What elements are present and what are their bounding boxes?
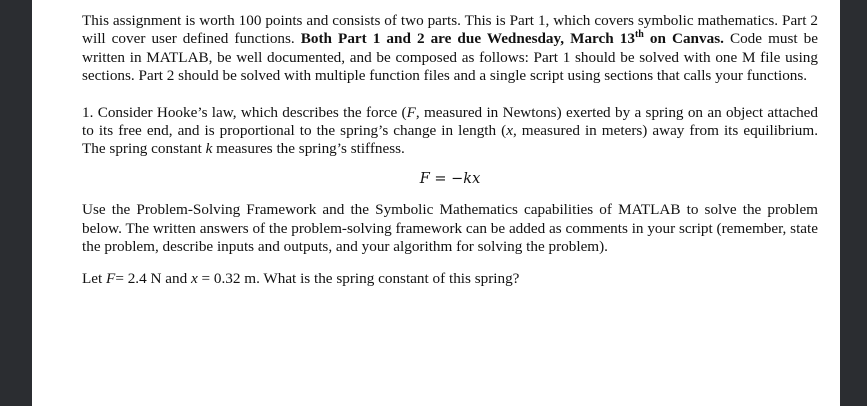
problem-paragraph bbox=[82, 104, 818, 159]
intro-text-b: Code must be written in MATLAB, be well documented, and be composed as follows: Part 1 should be solved with one M file using sections. Part 2 should be solved with multiple function files and a single script using sections that calls your functions. bbox=[82, 30, 818, 85]
due-date-bold bbox=[301, 30, 724, 47]
document-body bbox=[82, 12, 818, 289]
instructions-paragraph: Use the Problem-Solving Framework and the Symbolic Mathematics capabilities of MATLAB to solve the problem below. The written answers of the problem-solving framework can be added as comments in your script (remember, state the problem, describe inputs and outputs, and your algorithm for solving the problem). bbox=[82, 201, 818, 256]
force-symbol: F bbox=[406, 103, 416, 121]
problem-text-1: 1. Consider Hooke’s law, which describes the force ( bbox=[82, 103, 407, 121]
document-page bbox=[32, 0, 840, 406]
due-date-text: Both Part 1 and 2 are due Wednesday, March 13 bbox=[300, 30, 635, 48]
due-date-suffix: th bbox=[634, 29, 644, 41]
problem-text-4: measures the spring’s stiffness. bbox=[212, 140, 405, 158]
question-text-1: Let bbox=[82, 270, 107, 288]
question-force-symbol: F bbox=[106, 270, 116, 288]
intro-paragraph bbox=[82, 12, 818, 86]
hookes-law-equation: F = −kx bbox=[419, 170, 481, 187]
question-length-symbol: x bbox=[190, 270, 198, 288]
problem-text-2: , measured in Newtons) exerted by a spring on an object attached to its free end, and is proportional to the spring’s change in length ( bbox=[82, 103, 818, 140]
problem-text-3: , measured in meters) away from its equilibrium. The spring constant bbox=[82, 122, 818, 158]
due-location-text: on Canvas. bbox=[643, 30, 724, 48]
spring-constant-symbol: k bbox=[205, 140, 213, 158]
question-paragraph bbox=[82, 270, 818, 288]
question-text-2: = 2.4 N and bbox=[115, 270, 191, 288]
question-text-3: = 0.32 m. What is the spring constant of this spring? bbox=[197, 270, 520, 288]
length-symbol: x bbox=[506, 122, 513, 140]
intro-text-a: This assignment is worth 100 points and consists of two parts. This is Part 1, which covers symbolic mathematics. Part 2 will cover user defined functions. bbox=[82, 12, 818, 48]
